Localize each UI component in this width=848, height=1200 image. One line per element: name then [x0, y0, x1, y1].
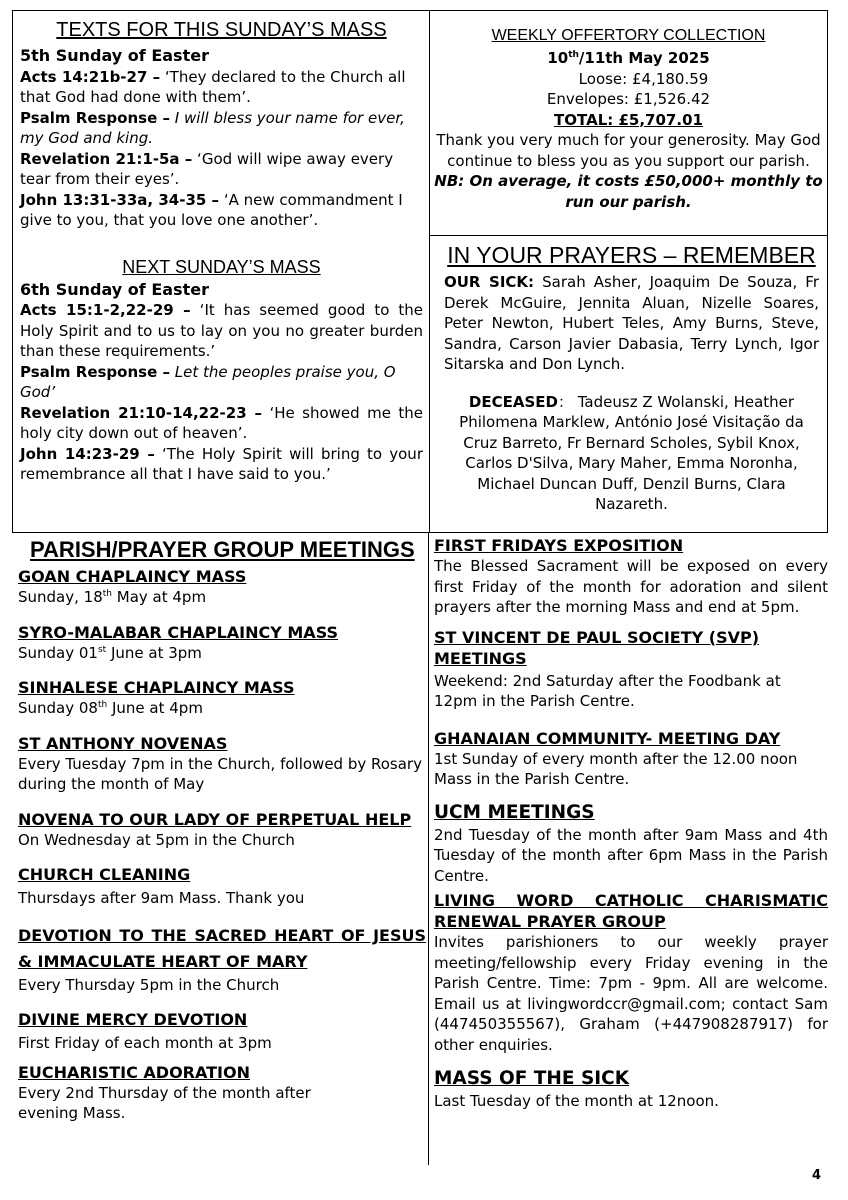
sunday-title: 5th Sunday of Easter [20, 46, 209, 65]
reading-text: ‘God will wipe away every tear from their eyes’. [20, 149, 394, 188]
deceased-list [444, 392, 819, 515]
reading-john [20, 190, 423, 231]
section-body: Weekend: 2nd Saturday after the Foodbank at 12pm in the Parish Centre. [434, 671, 781, 710]
sick-names: Sarah Asher, Joaquim De Souza, Fr Derek McGuire, Jennita Aluan, Nizelle Soares, Peter Newton, Hubert Teles, Amy Burns, Steve, Sandra, Carson Javier Dabasia, Terry Lynch, Igor Sitarska and Don Lynch. [444, 273, 820, 373]
offertory-envelopes: Envelopes: £1,526.42 [546, 90, 711, 108]
offertory-heading: WEEKLY OFFERTORY COLLECTION [491, 27, 766, 44]
offertory-thanks: Thank you very much for your generosity. May God continue to bless you as you support our parish. [436, 131, 821, 170]
ucm-meetings [434, 801, 828, 887]
sinhalese-mass [18, 677, 426, 719]
sick-list [444, 272, 819, 375]
prayers-panel [430, 236, 828, 533]
section-body [18, 698, 426, 719]
section-title: MASS OF THE SICK [434, 1068, 630, 1089]
section-body: Every Tuesday 7pm in the Church, followed by Rosary during the month of May [18, 754, 422, 793]
section-title: EUCHARISTIC ADORATION [18, 1062, 250, 1082]
deceased-names: ： Tadeusz Z Wolanski, Heather Philomena Marklew, António José Visitação da Cruz Barreto, Fr Bernard Scholes, Sybil Knox, Carlos D'Silva, Mary Maher, Emma Noronha, Michael Duncan Duff, Denzil Burns, Clara Nazareth. [459, 392, 804, 513]
deceased-label: DECEASED [468, 392, 558, 411]
body-text: Sunday 01 [18, 643, 98, 662]
offertory-date [432, 48, 825, 69]
section-title: GOAN CHAPLAINCY MASS [18, 567, 247, 586]
section-title: DIVINE MERCY DEVOTION [18, 1010, 248, 1029]
ghanaian-community [434, 728, 828, 790]
next-mass-heading: NEXT SUNDAY’S MASS [122, 256, 321, 277]
section-body [18, 643, 426, 664]
date-day: 10 [547, 49, 569, 67]
section-body: Invites parishioners to our weekly prayer meeting/fellowship every Friday evening in the Parish Centre. Time: 7pm - 9pm. All are welcome. Email us at livingwordccr@gmail.com; contact Sam (447450355567), Graham (+447908287917) for other enquiries. [434, 933, 828, 1054]
body-suffix: th [102, 589, 112, 599]
body-suffix: st [97, 644, 107, 655]
body-text: Sunday 08 [18, 699, 98, 717]
section-body: 2nd Tuesday of the month after 9am Mass and 4th Tuesday of the month after 6pm Mass in the Parish Centre. [434, 825, 828, 885]
sick-label: OUR SICK: [444, 273, 535, 291]
next-mass-sunday [20, 280, 423, 301]
offertory-panel [430, 10, 828, 236]
next-reading-acts [20, 300, 423, 362]
reading-ref: Revelation 21:1-5a – [20, 149, 193, 168]
section-title: CHURCH CLEANING [18, 865, 191, 884]
reading-ref: Psalm Response – [20, 362, 170, 381]
reading-ref: Acts 14:21b-27 – [20, 67, 161, 86]
reading-text: ‘A new commandment I give to you, that you love one another’. [20, 190, 403, 229]
section-body: On Wednesday at 5pm in the Church [18, 830, 295, 849]
body-text: June at 4pm [107, 699, 203, 717]
reading-ref: John 14:23-29 – [20, 444, 155, 463]
right-meetings-panel [434, 535, 828, 1165]
goan-mass [18, 566, 426, 608]
body-text: June at 3pm [106, 643, 202, 662]
date-suffix: th [568, 50, 579, 60]
section-body: Last Tuesday of the month at 12noon. [434, 1092, 719, 1110]
section-title: ST VINCENT DE PAUL SOCIETY (SVP) MEETINGS [434, 627, 760, 668]
st-anthony-novenas [18, 733, 426, 795]
body-suffix: th [97, 700, 108, 710]
section-title: FIRST FRIDAYS EXPOSITION [434, 536, 684, 555]
page-number: 4 [812, 1168, 822, 1183]
offertory-nb: NB: On average, it costs £50,000+ monthly to run our parish. [434, 172, 823, 211]
reading-text: I will bless your name for ever, my God and king. [20, 108, 405, 147]
offertory-total: TOTAL: £5,707.01 [554, 110, 703, 129]
next-reading-psalm [20, 362, 423, 403]
section-body: Every Thursday 5pm in the Church [18, 975, 280, 994]
sacred-heart-devotion [18, 923, 426, 996]
church-cleaning [18, 864, 426, 909]
section-title: ST ANTHONY NOVENAS [18, 733, 228, 753]
section-body [18, 587, 426, 608]
syro-malabar-mass [18, 622, 426, 664]
section-body: Thursdays after 9am Mass. Thank you [18, 889, 305, 907]
body-text: Sunday, 18 [18, 588, 103, 606]
novena-perpetual-help [18, 809, 426, 851]
reading-text: ‘He showed me the holy city down out of heaven’. [20, 403, 423, 442]
section-body: Every 2nd Thursday of the month after evening Mass. [18, 1083, 311, 1122]
section-title: LIVING WORD CATHOLIC CHARISMATIC RENEWAL PRAYER GROUP [434, 891, 828, 931]
date-rest: /11th May 2025 [578, 49, 710, 67]
reading-psalm [20, 108, 423, 149]
section-title: SINHALESE CHAPLAINCY MASS [18, 678, 295, 697]
parish-meetings-heading: PARISH/PRAYER GROUP MEETINGS [30, 537, 415, 562]
texts-mass-heading: TEXTS FOR THIS SUNDAY’S MASS [56, 19, 387, 41]
parish-meetings-panel [18, 535, 426, 1165]
section-body: 1st Sunday of every month after the 12.00 noon Mass in the Parish Centre. [434, 749, 798, 788]
body-text: May at 4pm [111, 588, 207, 606]
reading-ref: John 13:31-33a, 34-35 – [20, 190, 220, 209]
reading-ref: Psalm Response – [20, 108, 170, 127]
mass-of-the-sick [434, 1067, 828, 1112]
reading-revelation [20, 149, 423, 190]
section-title: UCM MEETINGS [434, 801, 595, 823]
next-reading-revelation [20, 403, 423, 444]
living-word-group [434, 890, 828, 1055]
section-title: GHANAIAN COMMUNITY- MEETING DAY [434, 728, 781, 748]
offertory-loose: Loose: £4,180.59 [578, 69, 709, 88]
reading-text: Let the peoples praise you, O God’ [20, 362, 396, 401]
divine-mercy-devotion [18, 1009, 426, 1054]
reading-ref: Revelation 21:10-14,22-23 – [20, 403, 263, 422]
column-divider [428, 533, 429, 1165]
reading-text: ‘The Holy Spirit will bring to your remembrance all that I have said to you.’ [20, 444, 423, 483]
section-title: SYRO-MALABAR CHAPLAINCY MASS [18, 622, 339, 642]
section-body: The Blessed Sacrament will be exposed on every first Friday of the month for adoration and silent prayers after the morning Mass and end at 5pm. [434, 557, 828, 616]
reading-text: ‘They declared to the Church all that God had done with them’. [20, 67, 406, 106]
texts-mass-panel [12, 10, 430, 533]
reading-acts [20, 67, 423, 108]
texts-mass-sunday [20, 46, 423, 67]
section-title: NOVENA TO OUR LADY OF PERPETUAL HELP [18, 809, 412, 829]
prayers-heading: IN YOUR PRAYERS – REMEMBER [447, 242, 816, 268]
sunday-title: 6th Sunday of Easter [20, 279, 209, 299]
first-fridays [434, 535, 828, 618]
eucharistic-adoration [18, 1062, 426, 1124]
section-body: First Friday of each month at 3pm [18, 1034, 272, 1052]
svp-meetings [434, 627, 828, 712]
reading-text: ‘It has seemed good to the Holy Spirit and to us to lay on you no greater burden than these requirements.’ [20, 301, 424, 360]
section-title: DEVOTION TO THE SACRED HEART OF JESUS & IMMACULATE HEART OF MARY [18, 925, 426, 971]
reading-ref: Acts 15:1-2,22-29 – [20, 301, 191, 319]
next-reading-john [20, 444, 423, 485]
